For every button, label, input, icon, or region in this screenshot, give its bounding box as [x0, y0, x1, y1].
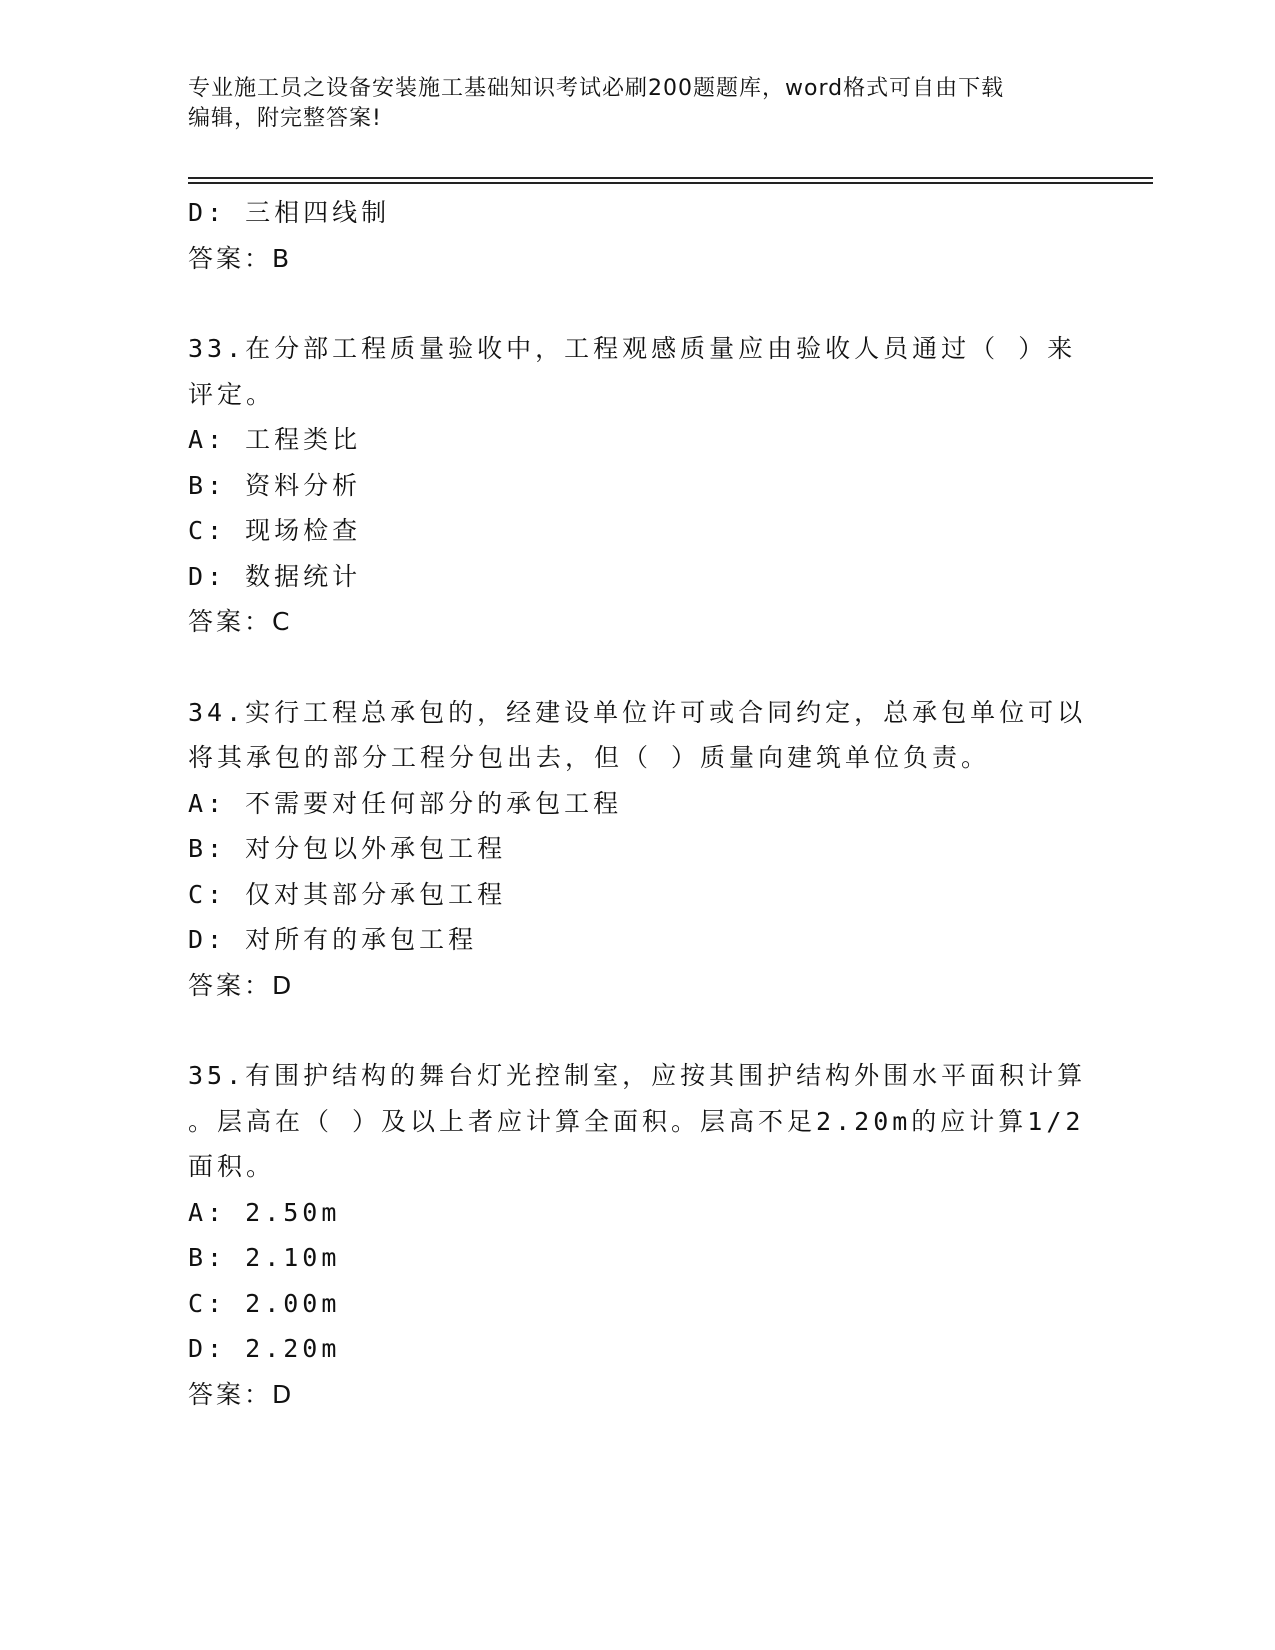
option-d: D: 对所有的承包工程: [188, 925, 478, 954]
option-d: D: 2.20m: [188, 1334, 341, 1363]
option-d: D: 三相四线制: [188, 198, 391, 227]
answer: 答案：D: [188, 970, 295, 1000]
question-34: [188, 690, 1088, 1009]
question-stem-line: 将其承包的部分工程分包出去，但（ ）质量向建筑单位负责。: [188, 743, 991, 772]
answer: 答案：C: [188, 607, 293, 636]
answer: 答案：D: [188, 1379, 295, 1409]
question-stem-line: 面积。: [188, 1152, 276, 1181]
question-stem-line: 评定。: [188, 379, 276, 409]
header-divider-bottom: [188, 182, 1153, 184]
option-b: B: 对分包以外承包工程: [188, 834, 507, 863]
carryover-question: [188, 190, 1088, 281]
header-divider-top: [188, 177, 1153, 179]
option-b: B: 资料分析: [188, 470, 362, 500]
option-b: B: 2.10m: [188, 1243, 341, 1272]
question-35: [188, 1053, 1088, 1417]
question-stem-line: 33.在分部工程质量验收中，工程观感质量应由验收人员通过（ ）来: [188, 334, 1077, 363]
option-c: C: 现场检查: [188, 516, 362, 545]
document-body: [188, 190, 1088, 1462]
option-a: A: 2.50m: [188, 1197, 341, 1227]
option-c: C: 2.00m: [188, 1288, 341, 1318]
option-c: C: 仅对其部分承包工程: [188, 879, 507, 909]
question-stem-line: 34.实行工程总承包的，经建设单位许可或合同约定，总承包单位可以: [188, 697, 1087, 727]
question-stem-line: 35.有围护结构的舞台灯光控制室，应按其围护结构外围水平面积计算: [188, 1061, 1087, 1090]
page-header: [188, 74, 1088, 134]
header-line-1: 专业施工员之设备安装施工基础知识考试必刷200题题库，word格式可自由下载: [188, 76, 1005, 101]
option-d: D: 数据统计: [188, 561, 362, 591]
question-stem-line: 。层高在（ ）及以上者应计算全面积。层高不足2.20m的应计算1/2: [188, 1106, 1085, 1136]
answer: 答案：B: [188, 243, 293, 273]
option-a: A: 不需要对任何部分的承包工程: [188, 788, 623, 818]
header-line-2: 编辑，附完整答案!: [188, 106, 382, 131]
option-a: A: 工程类比: [188, 425, 362, 454]
question-33: [188, 326, 1088, 645]
